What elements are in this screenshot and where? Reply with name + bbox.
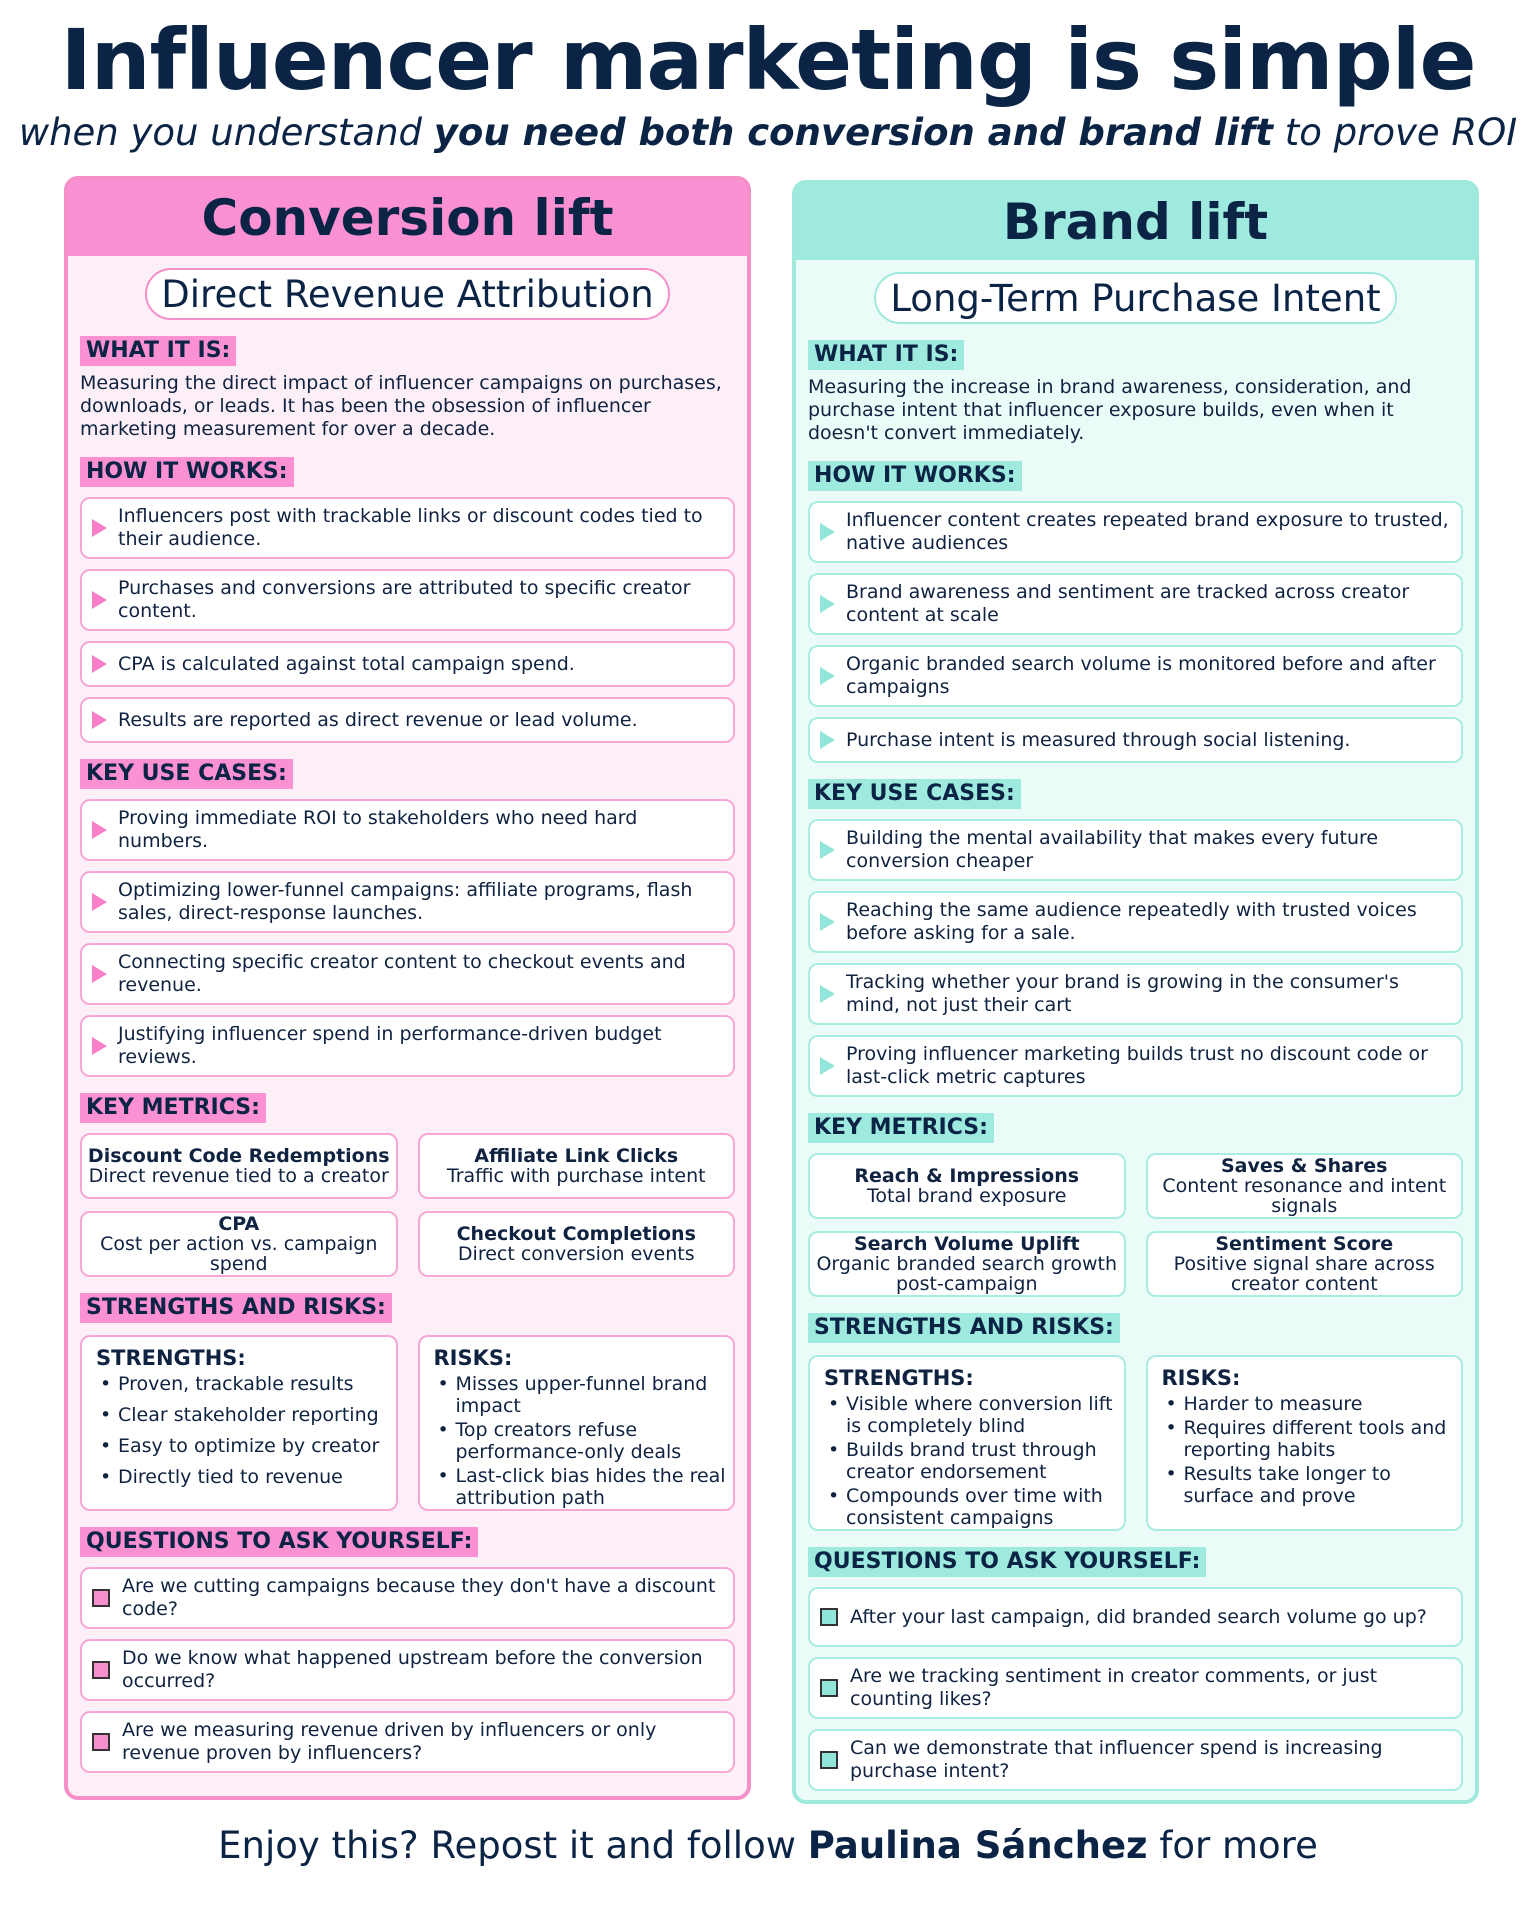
metric-desc: Positive signal share across creator content	[1173, 1253, 1435, 1295]
brand-use-item	[808, 819, 1463, 881]
conversion-sr-label: STRENGTHS AND RISKS:	[80, 1293, 392, 1323]
brand-question-item	[808, 1657, 1463, 1719]
metric-desc: Direct revenue tied to a creator	[88, 1165, 389, 1187]
brand-question-item	[808, 1729, 1463, 1791]
item-text: Reaching the same audience repeatedly with trusted voices before asking for a sale.	[846, 899, 1417, 944]
metric-title: Reach & Impressions	[854, 1165, 1080, 1187]
play-arrow-icon	[92, 893, 107, 911]
strengths-heading: STRENGTHS:	[824, 1366, 974, 1390]
brand-strengths-risks	[808, 1355, 1463, 1531]
item-text: Justifying influencer spend in performance-driven budget reviews.	[118, 1023, 662, 1068]
metric-desc: Content resonance and intent signals	[1162, 1175, 1447, 1217]
subtitle-part-2: to prove ROI	[1272, 111, 1518, 154]
conversion-question-item	[80, 1567, 735, 1629]
conversion-metrics-grid	[80, 1133, 735, 1277]
risks-heading: RISKS:	[433, 1346, 513, 1370]
conversion-how-item	[80, 569, 735, 631]
metric-title: Checkout Completions	[456, 1223, 696, 1245]
brand-how-item	[808, 573, 1463, 635]
conversion-questions-label: QUESTIONS TO ASK YOURSELF:	[80, 1527, 478, 1557]
risk-item: • Top creators refuse performance-only deals	[434, 1419, 728, 1463]
strengths-box	[808, 1355, 1126, 1531]
metric-card	[80, 1211, 398, 1277]
brand-what-text: Measuring the increase in brand awareness, consideration, and purchase intent that influencer exposure builds, even when it doesn't convert immediately.	[808, 376, 1412, 444]
brand-metrics-grid	[808, 1153, 1463, 1297]
checkbox-icon	[92, 1733, 110, 1751]
play-arrow-icon	[820, 841, 835, 859]
checkbox-icon	[820, 1751, 838, 1769]
play-arrow-icon	[92, 1037, 107, 1055]
play-arrow-icon	[820, 523, 835, 541]
item-text: Purchases and conversions are attributed to specific creator content.	[118, 577, 691, 622]
page-subtitle	[0, 110, 1536, 156]
strengths-heading: STRENGTHS:	[96, 1346, 246, 1370]
strength-item: • Visible where conversion lift is completely blind	[824, 1393, 1118, 1437]
brand-how-item	[808, 717, 1463, 763]
play-arrow-icon	[92, 519, 107, 537]
brand-how-label: HOW IT WORKS:	[808, 461, 1022, 491]
conversion-how-item	[80, 641, 735, 687]
item-text: Brand awareness and sentiment are tracked across creator content at scale	[846, 581, 1410, 626]
brand-lift-column	[792, 180, 1479, 1804]
brand-question-item	[808, 1587, 1463, 1647]
item-text: Optimizing lower-funnel campaigns: affiliate programs, flash sales, direct-response launches.	[118, 879, 693, 924]
strength-item: • Directly tied to revenue	[96, 1466, 390, 1488]
brand-title: Brand lift	[796, 184, 1475, 260]
play-arrow-icon	[820, 731, 835, 749]
conversion-how-item	[80, 497, 735, 559]
play-arrow-icon	[820, 667, 835, 685]
page-title: Influencer marketing is simple	[60, 11, 1476, 109]
conversion-what-text: Measuring the direct impact of influencer campaigns on purchases, downloads, or leads. It has been the obsession of influencer marketing measurement for over a decade.	[80, 372, 722, 440]
metric-title: Search Volume Uplift	[853, 1233, 1080, 1255]
item-text: Organic branded search volume is monitored before and after campaigns	[846, 653, 1436, 698]
conversion-use-item	[80, 871, 735, 933]
strength-item: • Easy to optimize by creator	[96, 1435, 390, 1457]
risks-box	[418, 1335, 736, 1511]
brand-use-item	[808, 1035, 1463, 1097]
footer-part-1: Enjoy this? Repost it and follow	[218, 1824, 808, 1867]
item-text: Do we know what happened upstream before the conversion occurred?	[122, 1647, 703, 1692]
play-arrow-icon	[820, 1057, 835, 1075]
item-text: Are we tracking sentiment in creator comments, or just counting likes?	[850, 1665, 1378, 1710]
risk-item: • Results take longer to surface and prove	[1162, 1463, 1456, 1507]
play-arrow-icon	[820, 913, 835, 931]
play-arrow-icon	[92, 821, 107, 839]
checkbox-icon	[92, 1661, 110, 1679]
play-arrow-icon	[92, 965, 107, 983]
conversion-use-item	[80, 943, 735, 1005]
footer-part-2: for more	[1147, 1824, 1318, 1867]
brand-use-item	[808, 963, 1463, 1025]
item-text: Building the mental availability that makes every future conversion cheaper	[846, 827, 1379, 872]
checkbox-icon	[92, 1589, 110, 1607]
conversion-how-label: HOW IT WORKS:	[80, 457, 294, 487]
conversion-what-label: WHAT IT IS:	[80, 336, 236, 366]
play-arrow-icon	[92, 591, 107, 609]
conversion-question-item	[80, 1639, 735, 1701]
conversion-use-item	[80, 1015, 735, 1077]
metric-desc: Direct conversion events	[457, 1243, 695, 1265]
brand-metrics-label: KEY METRICS:	[808, 1113, 994, 1143]
conversion-how-item	[80, 697, 735, 743]
metric-desc: Total brand exposure	[867, 1185, 1067, 1207]
conversion-question-item	[80, 1711, 735, 1773]
strength-item: • Compounds over time with consistent campaigns	[824, 1485, 1118, 1529]
metric-card	[418, 1211, 736, 1277]
metric-desc: Cost per action vs. campaign spend	[100, 1233, 378, 1275]
item-text: Are we cutting campaigns because they don't have a discount code?	[122, 1575, 716, 1620]
brand-how-item	[808, 645, 1463, 707]
item-text: After your last campaign, did branded search volume go up?	[850, 1605, 1427, 1628]
subtitle-part-1: when you understand	[18, 111, 434, 154]
metric-card	[418, 1133, 736, 1199]
conversion-pill: Direct Revenue Attribution	[145, 268, 669, 320]
item-text: Proving immediate ROI to stakeholders who need hard numbers.	[118, 807, 638, 852]
author-name: Paulina Sánchez	[807, 1824, 1148, 1867]
strength-item: • Proven, trackable results	[96, 1373, 390, 1395]
metric-card	[808, 1153, 1126, 1219]
conversion-title: Conversion lift	[68, 180, 747, 256]
footer-cta	[0, 1822, 1536, 1870]
item-text: Tracking whether your brand is growing in the consumer's mind, not just their cart	[846, 971, 1399, 1016]
item-text: Proving influencer marketing builds trust no discount code or last-click metric captures	[846, 1043, 1428, 1088]
item-text: CPA is calculated against total campaign spend.	[118, 652, 575, 675]
risk-item: • Misses upper-funnel brand impact	[434, 1373, 728, 1417]
metric-title: Affiliate Link Clicks	[474, 1145, 679, 1167]
brand-what-label: WHAT IT IS:	[808, 340, 964, 370]
item-text: Can we demonstrate that influencer spend is increasing purchase intent?	[850, 1737, 1383, 1782]
conversion-use-label: KEY USE CASES:	[80, 759, 293, 789]
risk-item: • Last-click bias hides the real attribution path	[434, 1465, 728, 1509]
play-arrow-icon	[92, 711, 107, 729]
play-arrow-icon	[92, 655, 107, 673]
item-text: Purchase intent is measured through social listening.	[846, 728, 1351, 751]
brand-questions-label: QUESTIONS TO ASK YOURSELF:	[808, 1547, 1206, 1577]
metric-card	[1146, 1231, 1464, 1297]
strengths-box	[80, 1335, 398, 1511]
metric-title: Saves & Shares	[1221, 1155, 1388, 1177]
metric-card	[808, 1231, 1126, 1297]
metric-title: CPA	[218, 1213, 260, 1235]
item-text: Results are reported as direct revenue or lead volume.	[118, 708, 638, 731]
metric-title: Discount Code Redemptions	[87, 1145, 390, 1167]
subtitle-bold: you need both conversion and brand lift	[433, 111, 1273, 154]
item-text: Are we measuring revenue driven by influencers or only revenue proven by influencers?	[122, 1719, 657, 1764]
play-arrow-icon	[820, 985, 835, 1003]
brand-how-item	[808, 501, 1463, 563]
brand-use-label: KEY USE CASES:	[808, 779, 1021, 809]
metric-card	[80, 1133, 398, 1199]
conversion-strengths-risks	[80, 1335, 735, 1511]
conversion-lift-column	[64, 176, 751, 1800]
brand-use-item	[808, 891, 1463, 953]
play-arrow-icon	[820, 595, 835, 613]
metric-title: Sentiment Score	[1215, 1233, 1394, 1255]
brand-sr-label: STRENGTHS AND RISKS:	[808, 1313, 1120, 1343]
risk-item: • Requires different tools and reporting habits	[1162, 1417, 1456, 1461]
checkbox-icon	[820, 1608, 838, 1626]
strength-item: • Clear stakeholder reporting	[96, 1404, 390, 1426]
brand-pill: Long-Term Purchase Intent	[874, 272, 1396, 324]
strength-item: • Builds brand trust through creator endorsement	[824, 1439, 1118, 1483]
item-text: Connecting specific creator content to checkout events and revenue.	[118, 951, 686, 996]
item-text: Influencer content creates repeated brand exposure to trusted, native audiences	[846, 509, 1449, 554]
item-text: Influencers post with trackable links or discount codes tied to their audience.	[118, 505, 703, 550]
risks-heading: RISKS:	[1161, 1366, 1241, 1390]
metric-card	[1146, 1153, 1464, 1219]
metric-desc: Organic branded search growth post-campaign	[816, 1253, 1118, 1295]
metric-desc: Traffic with purchase intent	[446, 1165, 706, 1187]
conversion-metrics-label: KEY METRICS:	[80, 1093, 266, 1123]
risk-item: • Harder to measure	[1162, 1393, 1456, 1415]
checkbox-icon	[820, 1679, 838, 1697]
risks-box	[1146, 1355, 1464, 1531]
conversion-use-item	[80, 799, 735, 861]
